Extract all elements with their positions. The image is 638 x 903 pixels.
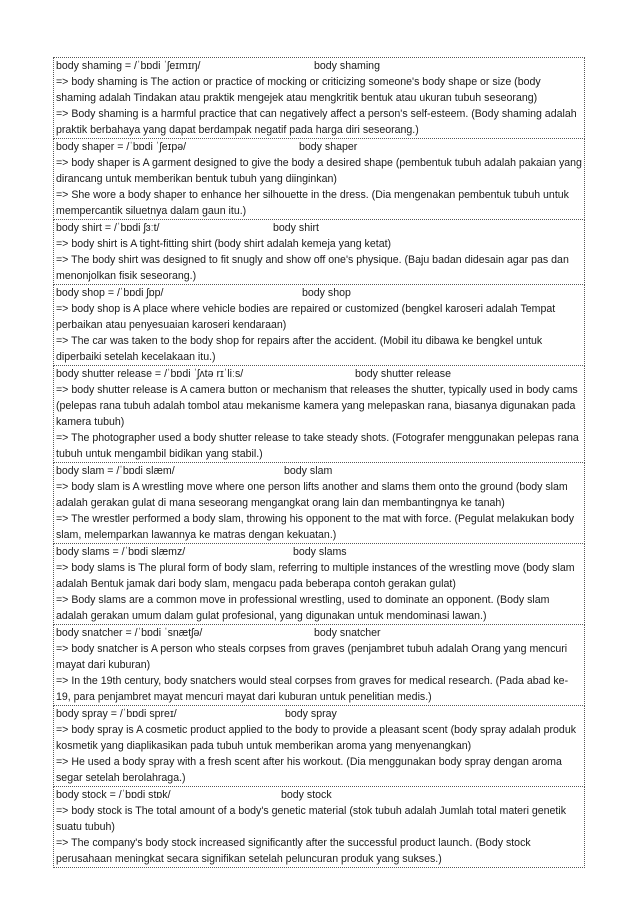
example: => She wore a body shaper to enhance her silhouette in the dress. (Dia mengenakan pembentuk tubuh untuk mempercantik siluetnya dalam gaun itu.) [56, 189, 569, 217]
entry-header [56, 625, 582, 641]
entry [53, 366, 585, 463]
definition: => body spray is A cosmetic product applied to the body to provide a pleasant scent (body spray adalah produk kosmetik yang diaplikasikan pada tubuh untuk memberikan aroma yang menyenangkan) [56, 724, 577, 752]
entry [53, 57, 585, 139]
definition: => body shutter release is A camera button or mechanism that releases the shutter, typically used in body cams (pelepas rana tubuh adalah tombol atau mekanisme kamera yang melepaskan rana, biasanya digunakan pada kamera tubuh) [56, 384, 578, 428]
entry [53, 625, 585, 706]
headword: body shop [302, 287, 351, 299]
headword: body shutter release [355, 368, 451, 380]
example: => In the 19th century, body snatchers would steal corpses from graves for medical research. (Pada abad ke-19, para penjambret mayat mencuri mayat dari kuburan untuk penelitian medis.) [56, 675, 569, 703]
pronunciation: body snatcher = /ˈbɒdi ˈsnætʃə/ [56, 627, 203, 639]
definition: => body shaming is The action or practice of mocking or criticizing someone's body shape or size (body shaming adalah Tindakan atau praktik mengejek atau mengkritik bentuk atau ukuran tubuh seseorang) [56, 76, 541, 104]
entry [53, 544, 585, 625]
entry-header [56, 139, 582, 155]
headword: body snatcher [314, 627, 381, 639]
example: => The car was taken to the body shop for repairs after the accident. (Mobil itu dibawa ke bengkel untuk diperbaiki setelah kecelakaan itu.) [56, 335, 543, 363]
example: => He used a body spray with a fresh scent after his workout. (Dia menggunakan body spray dengan aroma segar setelah berolahraga.) [56, 756, 562, 784]
entry-header [56, 220, 582, 236]
headword: body stock [281, 789, 332, 801]
headword: body slam [284, 465, 333, 477]
pronunciation: body shop = /ˈbɒdi ʃɒp/ [56, 287, 164, 299]
entry [53, 787, 585, 868]
entry-header [56, 285, 582, 301]
entry-header [56, 366, 582, 382]
pronunciation: body shaming = /ˈbɒdi ˈʃeɪmɪŋ/ [56, 60, 201, 72]
headword: body shaper [299, 141, 358, 153]
entry-header [56, 544, 582, 560]
entry-header [56, 787, 582, 803]
headword: body slams [293, 546, 347, 558]
definition: => body slams is The plural form of body slam, referring to multiple instances of the wrestling move (body slam adalah Bentuk jamak dari body slam, mengacu pada beberapa contoh gerakan gulat) [56, 562, 575, 590]
example: => Body shaming is a harmful practice that can negatively affect a person's self-esteem. (Body shaming adalah praktik berbahaya yang dapat berdampak negatif pada harga diri seseorang.) [56, 108, 577, 136]
headword: body spray [285, 708, 337, 720]
pronunciation: body slam = /ˈbɒdi slæm/ [56, 465, 175, 477]
definition: => body shirt is A tight-fitting shirt (body shirt adalah kemeja yang ketat) [56, 238, 392, 250]
example: => The company's body stock increased significantly after the successful product launch. (Body stock perusahaan meningkat secara signifikan setelah peluncuran produk yang sukses.) [56, 837, 531, 865]
entry-header [56, 706, 582, 722]
example: => Body slams are a common move in professional wrestling, used to dominate an opponent. (Body slam adalah gerakan umum dalam gulat profesional, yang digunakan untuk mendominasi lawan.) [56, 594, 550, 622]
definition: => body slam is A wrestling move where one person lifts another and slams them onto the ground (body slam adalah gerakan gulat di mana seseorang mengangkat orang lain dan membantingnya ke tanah) [56, 481, 568, 509]
headword: body shirt [273, 222, 319, 234]
pronunciation: body stock = /ˈbɒdi stɒk/ [56, 789, 171, 801]
entry [53, 706, 585, 787]
dictionary-sheet [53, 57, 585, 868]
pronunciation: body spray = /ˈbɒdi spreɪ/ [56, 708, 177, 720]
headword: body shaming [314, 60, 380, 72]
example: => The wrestler performed a body slam, throwing his opponent to the mat with force. (Pegulat melakukan body slam, melemparkan lawannya ke matras dengan kekuatan.) [56, 513, 574, 541]
pronunciation: body slams = /ˈbɒdi slæmz/ [56, 546, 186, 558]
example: => The body shirt was designed to fit snugly and show off one's physique. (Baju badan didesain agar pas dan menonjolkan fisik seseorang.) [56, 254, 569, 282]
example: => The photographer used a body shutter release to take steady shots. (Fotografer menggunakan pelepas rana tubuh untuk mengambil bidikan yang stabil.) [56, 432, 579, 460]
entry [53, 220, 585, 285]
definition: => body shop is A place where vehicle bodies are repaired or customized (bengkel karoseri adalah Tempat perbaikan atau penyesuaian karoseri kendaraan) [56, 303, 556, 331]
pronunciation: body shaper = /ˈbɒdi ˈʃeɪpə/ [56, 141, 187, 153]
entry [53, 285, 585, 366]
entry-header [56, 58, 582, 74]
entry [53, 463, 585, 544]
entry-header [56, 463, 582, 479]
definition: => body snatcher is A person who steals corpses from graves (penjambret tubuh adalah Orang yang mencuri mayat dari kuburan) [56, 643, 568, 671]
definition: => body shaper is A garment designed to give the body a desired shape (pembentuk tubuh adalah pakaian yang dirancang untuk memberikan bentuk tubuh yang diinginkan) [56, 157, 582, 185]
entry [53, 139, 585, 220]
pronunciation: body shirt = /ˈbɒdi ʃɜːt/ [56, 222, 160, 234]
pronunciation: body shutter release = /ˈbɒdi ˈʃʌtə rɪˈliːs/ [56, 368, 244, 380]
definition: => body stock is The total amount of a body's genetic material (stok tubuh adalah Jumlah total materi genetik suatu tubuh) [56, 805, 567, 833]
